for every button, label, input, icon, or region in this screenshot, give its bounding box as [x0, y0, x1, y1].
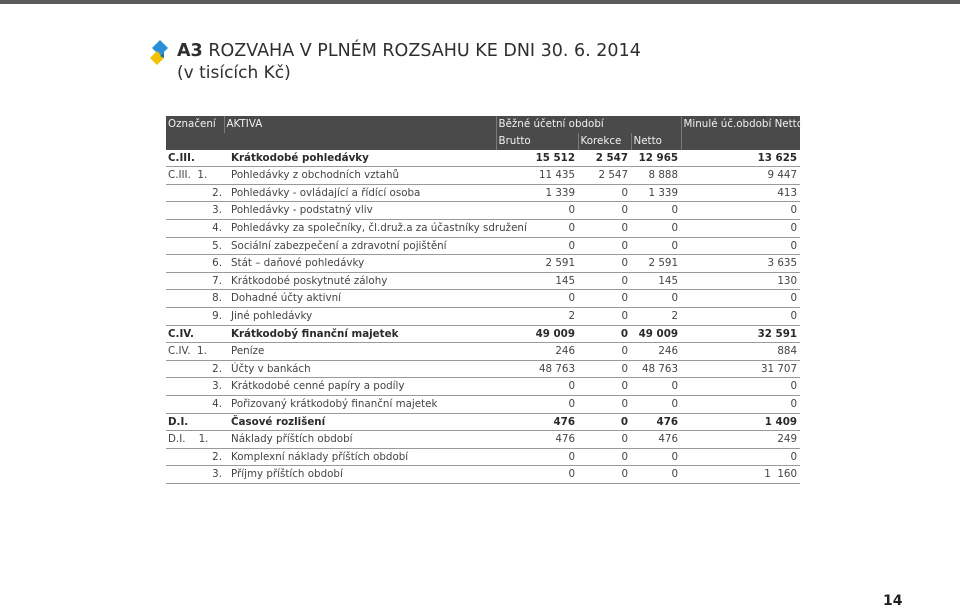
header-current-period: Běžné účetní období: [496, 116, 681, 133]
row-korekce: 0: [620, 327, 628, 340]
row-label: Účty v bankách: [231, 362, 311, 375]
header-row-top: [166, 116, 800, 133]
row-previous: 0: [790, 309, 798, 322]
row-mark: 2.: [212, 450, 222, 463]
row-label: Pohledávky - podstatný vliv: [231, 204, 373, 217]
row-brutto: 0: [568, 204, 575, 217]
row-previous: 0: [790, 292, 798, 305]
row-korekce: 0: [621, 274, 628, 287]
balance-sheet-table: [166, 116, 804, 484]
section-code: A3: [177, 41, 203, 61]
header-previous-period: Minulé úč.období Netto: [681, 116, 800, 133]
row-label: Časové rozlišení: [231, 415, 326, 428]
row-brutto: 0: [568, 380, 575, 393]
row-label: Krátkodobý finanční majetek: [231, 327, 399, 340]
row-mark: 8.: [212, 292, 222, 305]
row-netto: 12 965: [638, 151, 679, 164]
diamond-logo-icon: [151, 40, 175, 68]
row-brutto: 476: [553, 415, 575, 428]
row-brutto: 0: [568, 239, 575, 252]
row-label: Pohledávky za společníky, čl.druž.a za účastníky sdružení: [231, 221, 527, 234]
row-mark: 7.: [212, 274, 222, 287]
table-row: [166, 290, 800, 308]
row-mark: 2.: [212, 362, 222, 375]
row-mark: C.III. 1.: [168, 169, 208, 182]
table-row: [166, 184, 800, 202]
row-netto: 0: [671, 397, 679, 410]
row-korekce: 0: [621, 468, 628, 481]
row-previous: 9 447: [767, 169, 798, 182]
row-previous: 0: [790, 239, 798, 252]
row-netto: 0: [671, 204, 679, 217]
row-brutto: 0: [568, 221, 575, 234]
row-mark: 4.: [212, 397, 222, 410]
header-korekce: Korekce: [578, 133, 631, 150]
row-mark: C.IV. 1.: [168, 345, 207, 358]
row-mark: 6.: [212, 257, 222, 270]
row-label: Komplexní náklady příštích období: [231, 450, 409, 463]
row-label: Stát – daňové pohledávky: [231, 257, 365, 270]
row-netto: 0: [671, 292, 679, 305]
table-row: [166, 272, 800, 290]
table-row: [166, 237, 800, 255]
row-previous: 884: [777, 345, 798, 358]
row-korekce: 0: [620, 415, 628, 428]
row-label: Příjmy příštích období: [231, 468, 343, 481]
row-netto: 476: [656, 415, 679, 428]
row-previous: 1 160: [764, 468, 798, 481]
header-blank-1: [166, 133, 224, 150]
header-brutto: Brutto: [496, 133, 578, 150]
row-korekce: 0: [621, 450, 628, 463]
table-row: [166, 219, 800, 237]
table-row: [166, 431, 800, 449]
page-title: [177, 41, 641, 62]
row-label: Dohadné účty aktivní: [231, 292, 341, 305]
row-brutto: 145: [555, 274, 575, 287]
table-row: [166, 307, 800, 325]
row-korekce: 0: [621, 292, 628, 305]
row-mark: 2.: [212, 186, 222, 199]
row-korekce: 0: [621, 257, 628, 270]
header-blank-2: [224, 133, 496, 150]
row-label: Pohledávky - ovládající a řídící osoba: [231, 186, 421, 199]
row-korekce: 0: [621, 221, 628, 234]
row-netto: 0: [671, 239, 679, 252]
row-previous: 32 591: [757, 327, 798, 340]
table-row: [166, 150, 800, 167]
header-aktiva: AKTIVA: [224, 116, 496, 133]
row-brutto: 2: [568, 309, 575, 322]
top-bar: [0, 0, 960, 4]
row-netto: 0: [671, 450, 679, 463]
header-oznaceni: Označení: [166, 116, 224, 133]
row-brutto: 1 339: [545, 186, 575, 199]
row-korekce: 0: [621, 362, 628, 375]
table-row: [166, 395, 800, 413]
row-brutto: 476: [555, 433, 575, 446]
row-label: Pohledávky z obchodních vztahů: [231, 169, 400, 182]
header-netto: Netto: [631, 133, 681, 150]
row-mark: C.III.: [168, 151, 195, 164]
row-previous: 1 409: [764, 415, 798, 428]
row-korekce: 0: [621, 380, 628, 393]
row-label: Náklady příštích období: [231, 433, 353, 446]
row-previous: 249: [777, 433, 798, 446]
row-korekce: 0: [621, 204, 628, 217]
row-label: Jiné pohledávky: [231, 309, 313, 322]
row-previous: 0: [790, 221, 798, 234]
table-row: [166, 378, 800, 396]
row-previous: 13 625: [757, 151, 798, 164]
row-korekce: 0: [621, 433, 628, 446]
row-korekce: 0: [621, 186, 628, 199]
table-row: [166, 325, 800, 343]
row-brutto: 0: [568, 397, 575, 410]
row-netto: 8 888: [648, 169, 679, 182]
row-mark: 4.: [212, 221, 222, 234]
page-number: 14: [883, 593, 903, 609]
table-row: [166, 448, 800, 466]
row-netto: 0: [671, 468, 679, 481]
row-mark: 5.: [212, 239, 222, 252]
row-netto: 476: [658, 433, 679, 446]
row-korekce: 0: [621, 309, 628, 322]
row-label: Pořizovaný krátkodobý finanční majetek: [231, 397, 438, 410]
row-netto: 1 339: [648, 186, 679, 199]
row-previous: 413: [777, 186, 798, 199]
row-label: Krátkodobé pohledávky: [231, 151, 369, 164]
row-mark: 3.: [212, 468, 222, 481]
row-brutto: 246: [555, 345, 575, 358]
row-label: Krátkodobé cenné papíry a podíly: [231, 380, 405, 393]
row-mark: C.IV.: [168, 327, 194, 340]
row-netto: 246: [658, 345, 679, 358]
row-previous: 130: [777, 274, 798, 287]
row-brutto: 2 591: [545, 257, 575, 270]
row-netto: 145: [658, 274, 679, 287]
row-mark: D.I. 1.: [168, 433, 209, 446]
row-brutto: 15 512: [535, 151, 575, 164]
row-korekce: 0: [621, 397, 628, 410]
row-brutto: 0: [568, 292, 575, 305]
row-netto: 0: [671, 380, 679, 393]
row-korekce: 2 547: [595, 151, 628, 164]
row-korekce: 2 547: [598, 169, 628, 182]
row-brutto: 49 009: [535, 327, 575, 340]
row-mark: 9.: [212, 309, 222, 322]
header-blank-3: [681, 133, 800, 150]
row-mark: D.I.: [168, 415, 189, 428]
row-previous: 0: [790, 380, 798, 393]
row-label: Peníze: [231, 345, 265, 358]
table-row: [166, 167, 800, 185]
row-netto: 2: [671, 309, 679, 322]
row-brutto: 0: [568, 450, 575, 463]
row-previous: 3 635: [767, 257, 798, 270]
row-previous: 0: [790, 204, 798, 217]
row-previous: 0: [790, 450, 798, 463]
row-label: Sociální zabezpečení a zdravotní pojištění: [231, 239, 447, 252]
units-subtitle: (v tisících Kč): [177, 63, 291, 83]
table-row: [166, 343, 800, 361]
row-netto: 2 591: [648, 257, 679, 270]
row-label: Krátkodobé poskytnuté zálohy: [231, 274, 388, 287]
table-row: [166, 360, 800, 378]
row-korekce: 0: [621, 239, 628, 252]
header-row-sub: [166, 133, 800, 150]
row-brutto: 48 763: [538, 362, 575, 375]
table-row: [166, 202, 800, 220]
row-netto: 0: [671, 221, 679, 234]
row-mark: 3.: [212, 204, 222, 217]
row-netto: 49 009: [638, 327, 679, 340]
row-brutto: 0: [568, 468, 575, 481]
table-row: [166, 255, 800, 273]
row-mark: 3.: [212, 380, 222, 393]
table-row: [166, 466, 800, 484]
row-previous: 0: [790, 397, 798, 410]
row-korekce: 0: [621, 345, 628, 358]
row-previous: 31 707: [761, 362, 798, 375]
section-title: ROZVAHA V PLNÉM ROZSAHU KE DNI 30. 6. 2014: [208, 41, 641, 61]
table-row: [166, 413, 800, 431]
row-netto: 48 763: [642, 362, 679, 375]
row-brutto: 11 435: [538, 169, 575, 182]
